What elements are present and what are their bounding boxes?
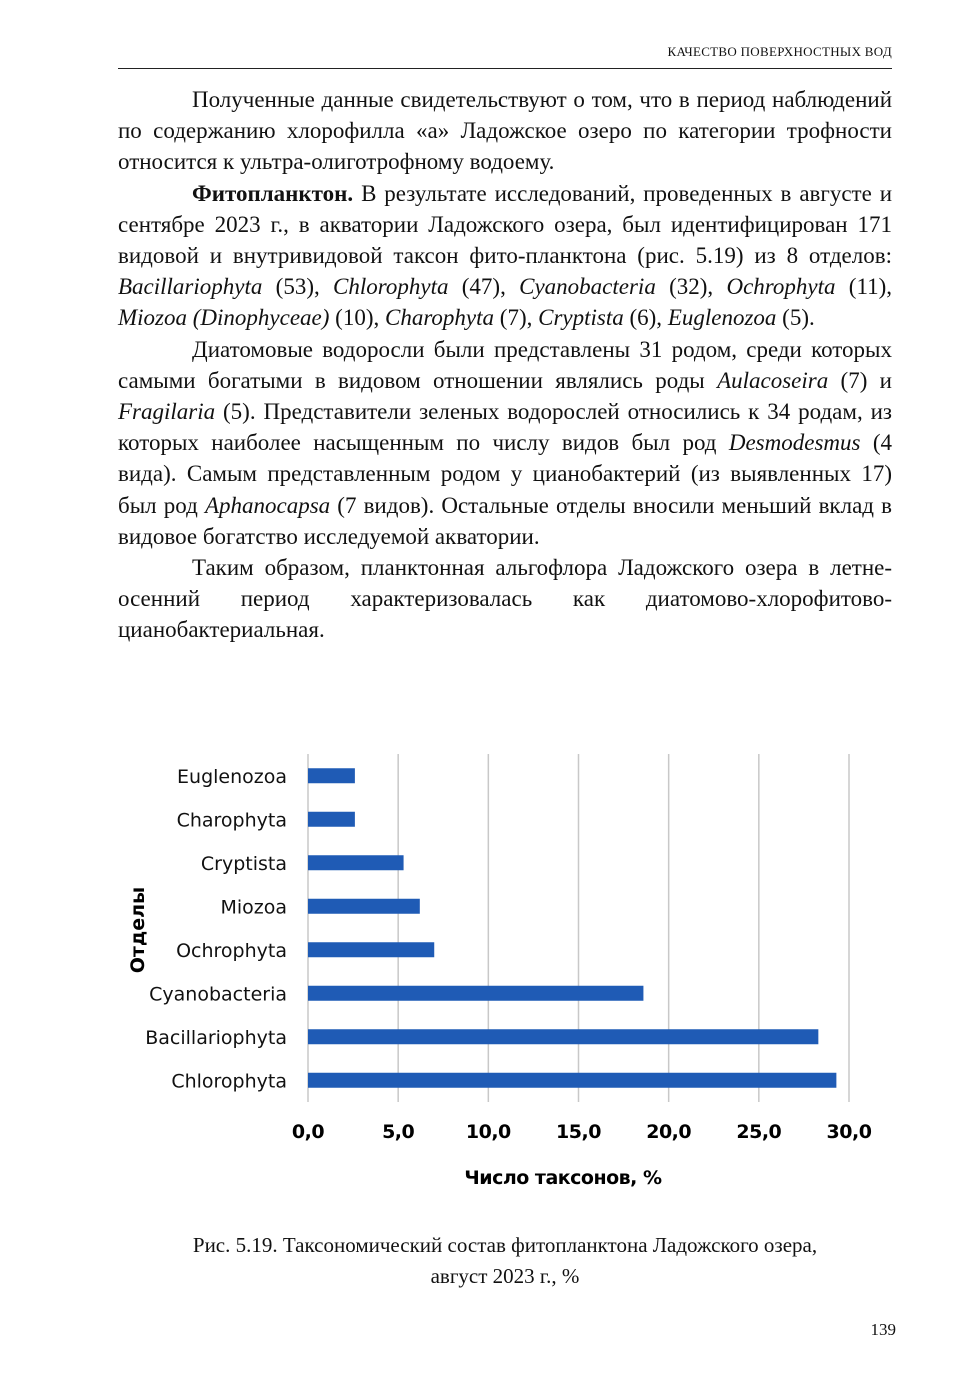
paragraph-4: Таким образом, планктонная альгофлора Ладожского озера в летне-осенний период характеризовалась как диатомово-хлорофитово-цианобактериальная. [118, 555, 892, 643]
x-tick-label: 30,0 [826, 1121, 872, 1143]
genus-name: Aphanocapsa [204, 492, 331, 518]
category-label: Chlorophyta [171, 1070, 287, 1093]
genus-name: Fragilaria [118, 399, 216, 425]
bar-ochrophyta [308, 942, 434, 957]
p2-text-c: (47), [448, 274, 520, 300]
taxon-name: Cyanobacteria [519, 274, 656, 300]
p2-text-b: (53), [262, 274, 334, 300]
p2-text-f: (10), [329, 305, 385, 331]
body-text [118, 84, 892, 646]
caption-line-1: Рис. 5.19. Таксономический состав фитопланктона Ладожского озера, [192, 1233, 818, 1257]
taxon-name: Bacillariophyta [118, 274, 263, 300]
taxon-name: Euglenozoa [667, 305, 777, 331]
bar-chlorophyta [308, 1073, 836, 1088]
taxonomic-composition-bar-chart [118, 740, 878, 1200]
running-header [118, 42, 892, 69]
y-axis-title: Отделы [127, 886, 149, 974]
x-tick-label: 5,0 [382, 1121, 415, 1143]
p3-text-e: (7 видов). Остальные отделы вносили меньший вклад в видовое богатство исследуемой акватории. [118, 492, 892, 549]
x-tick-label: 25,0 [736, 1121, 782, 1143]
bar-miozoa [308, 899, 420, 914]
x-tick-label: 15,0 [556, 1121, 601, 1143]
p3-text-b: (7) и [828, 367, 892, 393]
paragraph-1: Полученные данные свидетельствуют о том, что в период наблюдений по содержанию хлорофилла «а» Ладожское озеро по категории трофности относится к ультра-олиготрофному водоему. [118, 87, 892, 175]
category-label: Cyanobacteria [149, 983, 287, 1006]
bar-euglenozoa [308, 768, 355, 783]
chart-tick-labels [292, 1121, 872, 1143]
genus-name: Aulacoseira [717, 367, 829, 393]
p3-text-c: (5). Представители зеленых водорослей относились к 34 родам, из которых наиболее насыщенным по числу видов был род [118, 399, 892, 456]
chart-gridlines [308, 754, 849, 1102]
bar-cryptista [308, 855, 404, 870]
chart-category-labels [145, 766, 287, 1093]
taxon-name: Chlorophyta [333, 274, 449, 300]
paragraph-2 [118, 178, 892, 334]
taxon-name: Ochrophyta [726, 274, 836, 300]
paragraph-3 [118, 334, 892, 552]
caption-line-2: август 2023 г., % [430, 1264, 580, 1288]
p2-text-d: (32), [655, 274, 727, 300]
p2-text-i: (5). [776, 305, 815, 331]
p2-text-e: (11), [835, 274, 893, 300]
category-label: Cryptista [200, 852, 287, 875]
p3-text-a: Диатомовые водоросли были представлены 31 родом, среди которых самыми богатыми в видовом отношении являлись роды [118, 336, 892, 393]
p3-text-d: (4 вида). Самым представленным родом у цианобактерий (из выявленных 17) был род [118, 430, 892, 518]
taxon-name: Cryptista [538, 305, 624, 331]
bar-bacillariophyta [308, 1029, 818, 1044]
running-title: КАЧЕСТВО ПОВЕРХНОСТНЫХ ВОД [667, 44, 892, 59]
category-label: Miozoa [220, 896, 287, 919]
p2-text-g: (7), [494, 305, 539, 331]
x-tick-label: 0,0 [291, 1121, 325, 1143]
category-label: Charophyta [176, 809, 287, 832]
bar-cyanobacteria [308, 986, 643, 1001]
p2-text-h: (6), [623, 305, 668, 331]
page-number: 139 [870, 1320, 896, 1339]
category-label: Bacillariophyta [145, 1026, 287, 1049]
category-label: Ochrophyta [176, 939, 287, 962]
category-label: Euglenozoa [177, 765, 287, 788]
section-heading: Фитопланктон. [192, 180, 354, 206]
bar-charophyta [308, 812, 355, 827]
taxon-name: Miozoa (Dinophyceae) [118, 305, 330, 331]
chart-bars [308, 768, 836, 1088]
genus-name: Desmodesmus [728, 430, 861, 456]
x-tick-label: 20,0 [646, 1121, 692, 1143]
taxon-name: Charophyta [384, 305, 495, 331]
figure-caption [118, 1230, 892, 1292]
p2-text-a: В результате исследований, проведенных в августе и сентябре 2023 г., в акватории Ладожского озера, был идентифицирован 171 видовой и внутривидовой таксон фито-планктона (рис. 5.19) из 8 отделов: [118, 180, 892, 269]
x-tick-label: 10,0 [465, 1121, 511, 1143]
x-axis-title: Число таксонов, % [464, 1167, 662, 1189]
